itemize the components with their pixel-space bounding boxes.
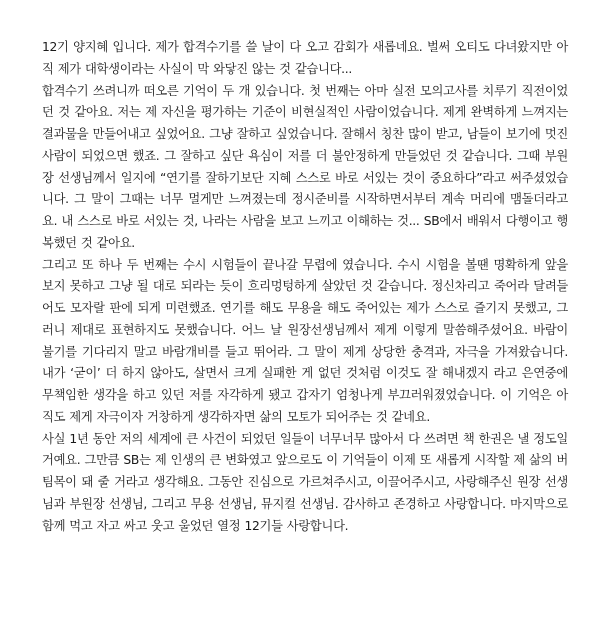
paragraph-closing: 사실 1년 동안 저의 세계에 큰 사건이 되었던 일들이 너무너무 많아서 다 쓰려면 책 한권은 낼 정도일거예요. 그만큼 SB는 제 인생의 큰 변화였고 앞으로도 이 기억들이 이제 또 새롭게 시작할 제 삶의 버팀목이 돼 줄 거라고 생각해요. 그동안 진심으로 가르쳐주시고, 이끌어주시고, 사랑해주신 원장 선생님과 부원장 선생님, 그리고 무용 선생님, 뮤지컬 선생님. 감사하고 존경하고 사랑합니다. 마지막으로 함께 먹고 자고 싸고 웃고 울었던 열정 12기들 사랑합니다. [42,431,568,533]
paragraph-first-memory: 합격수기 쓰려니까 떠오른 기억이 두 개 있습니다. 첫 번째는 아마 실전 모의고사를 치루기 직전이었던 것 같아요. 저는 제 자신을 평가하는 기준이 비현실적인 사람이었습니다. 제게 완벽하게 느껴지는 결과물을 만들어내고 싶었어요. 그냥 잘하고 싶었습니다. 잘해서 칭찬 많이 받고, 남들이 보기에 멋진 사람이 되었으면 했죠. 그 잘하고 싶단 욕심이 저를 더 불안정하게 만들었던 것 같습니다. 그때 부원장 선생님께서 일지에 “연기를 잘하기보단 지혜 스스로 바로 서있는 것이 중요하다”라고 써주셨었습니다. 그 말이 그때는 너무 멀게만 느껴졌는데 정시준비를 시작하면서부터 계속 머리에 맴돌더라고요. 내 스스로 바로 서있는 것, 나라는 사람을 보고 느끼고 이해하는 것... SB에서 배워서 다행이고 행복했던 것 같아요. [42,83,568,250]
paragraph-intro: 12기 양지혜 입니다. 제가 합격수기를 쓸 날이 다 오고 감회가 새롭네요. 벌써 오티도 다녀왔지만 아직 제가 대학생이라는 사실이 막 와닿진 않는 것 같습니다... [42,40,568,76]
essay-document [42,37,568,537]
paragraph-second-memory: 그리고 또 하나 두 번째는 수시 시험들이 끝나갈 무렵에 였습니다. 수시 시험을 볼땐 명확하게 앞을 보지 못하고 그냥 될 대로 되라는 듯이 흐리멍텅하게 살았던 것 같습니다. 정신차리고 죽어라 달려들어도 모자랄 판에 되게 미련했죠. 연기를 해도 무용을 해도 죽어있는 제가 스스로 즐기지 못했고, 그러니 제대로 표현하지도 못했습니다. 어느 날 원장선생님께서 제게 이렇게 말씀해주셨어요. 바람이 불기를 기다리지 말고 바람개비를 들고 뛰어라. 그 말이 제게 상당한 충격과, 자극을 가져왔습니다. 내가 ‘굳이’ 더 하지 않아도, 살면서 크게 실패한 게 없던 것처럼 이것도 잘 해내겠지 라고 은연중에 무책임한 생각을 하고 있던 저를 자각하게 됐고 갑자기 엄청나게 부끄러워졌었습니다. 이 기억은 아직도 제게 자극이자 거창하게 생각하자면 삶의 모토가 되어주는 것 같네요. [42,257,568,424]
